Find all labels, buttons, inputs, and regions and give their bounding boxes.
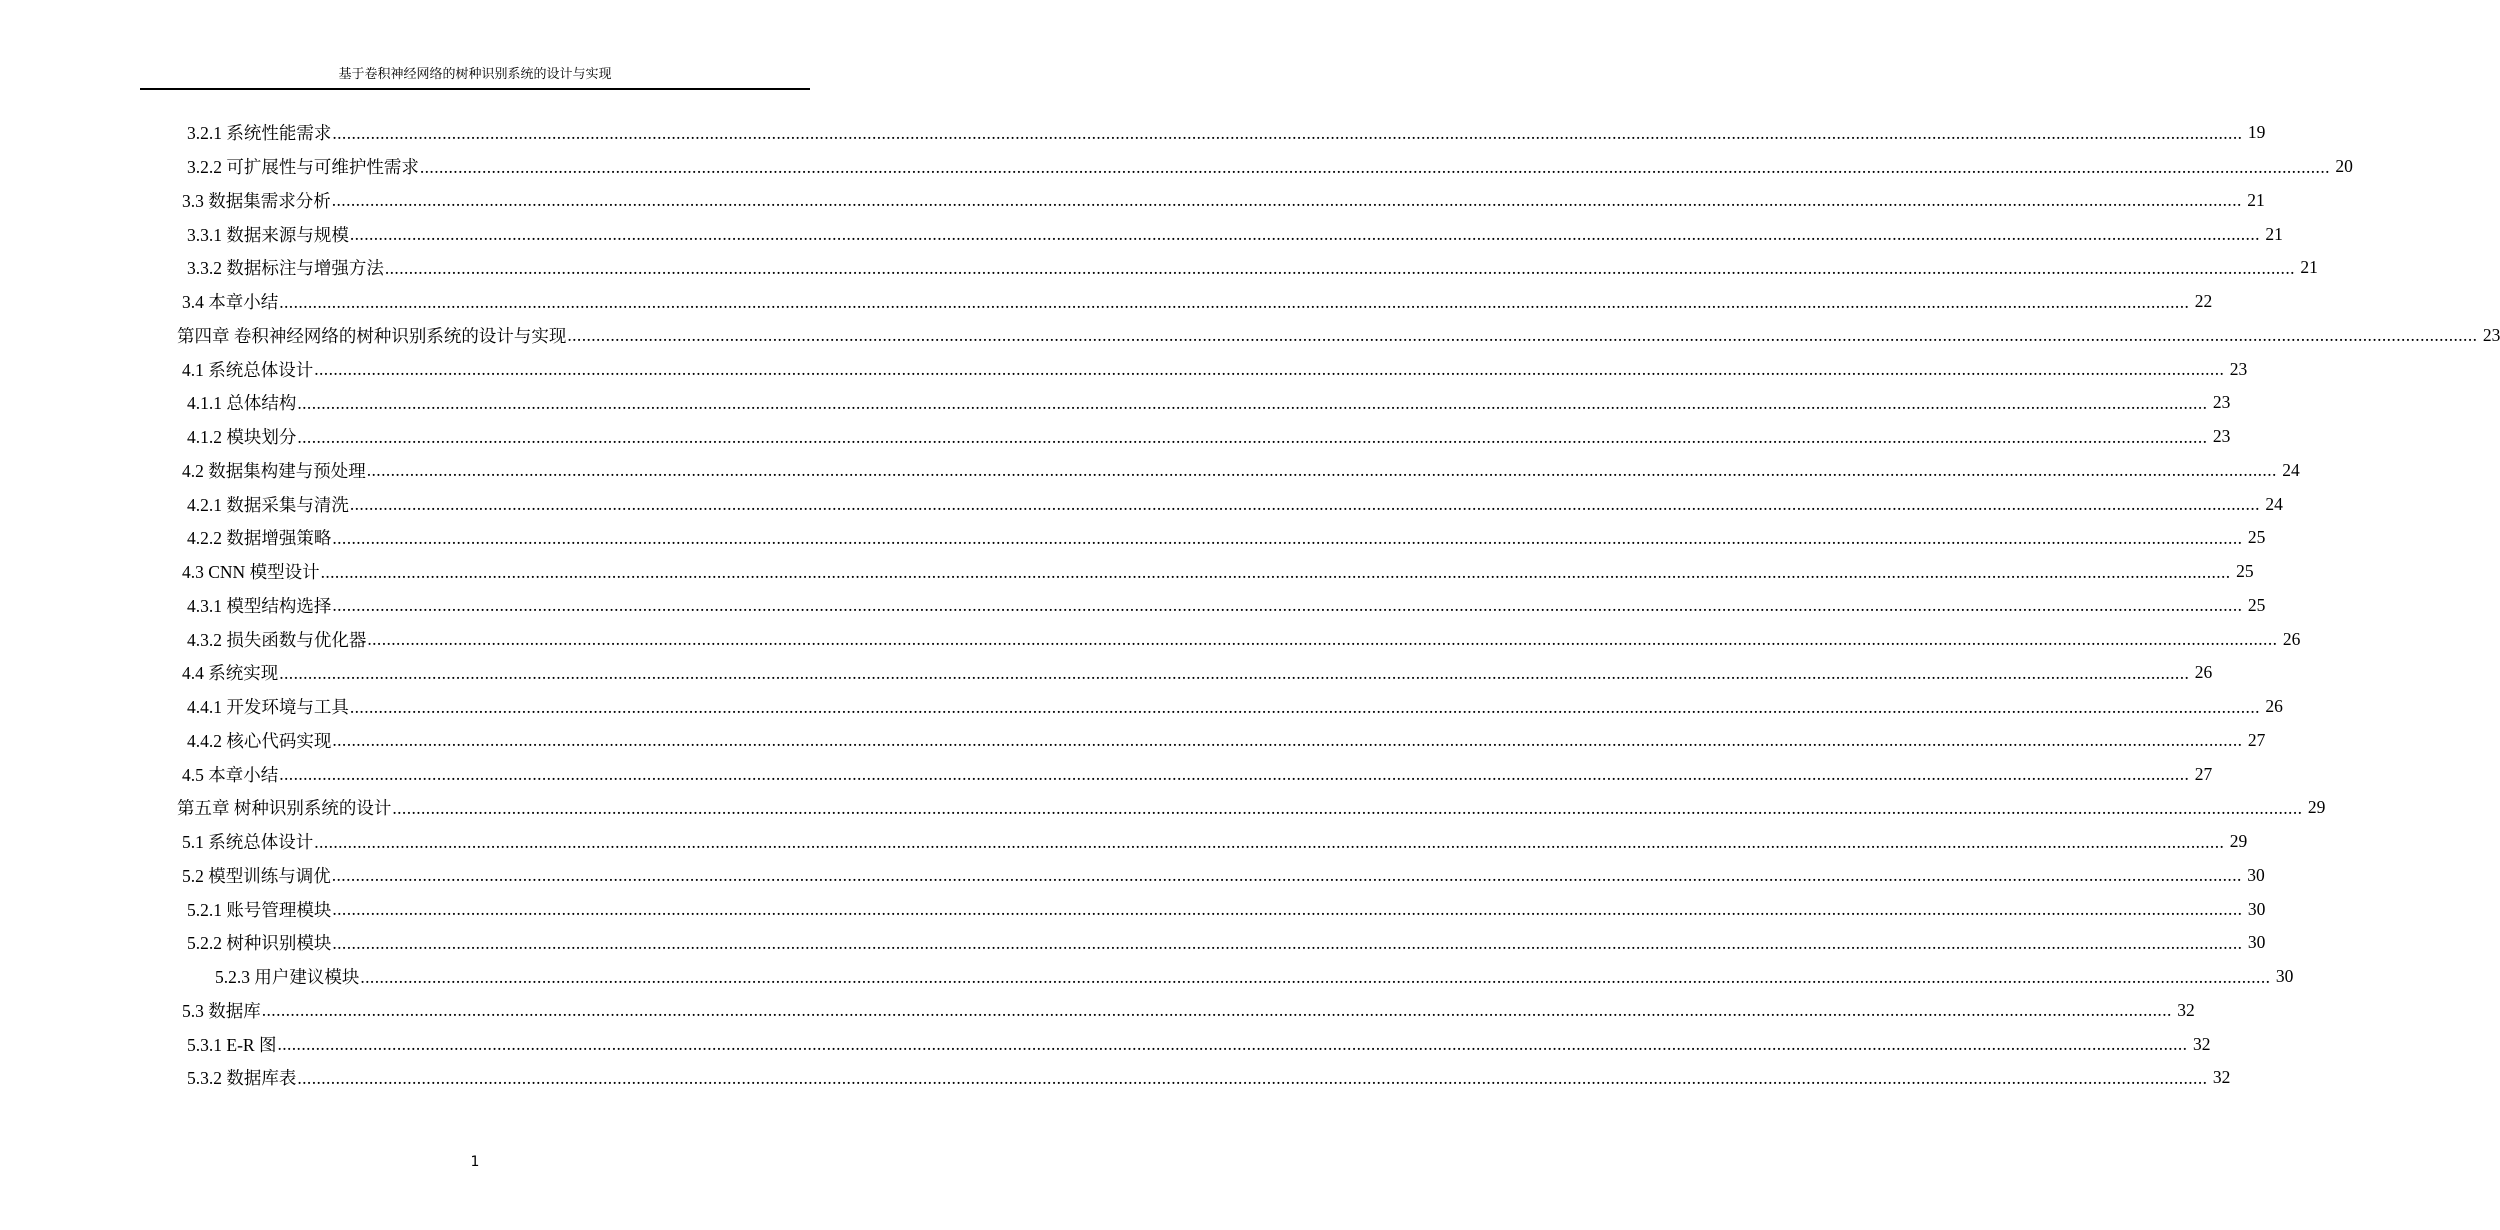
toc-entry-title: 5.3.1 E-R 图: [187, 1034, 277, 1055]
toc-entry[interactable]: [0, 386, 2231, 420]
toc-entry-page: 30: [2247, 898, 2266, 919]
toc-entry-page: 19: [2247, 122, 2266, 143]
toc-entry-page: 30: [2247, 932, 2266, 953]
toc-entry-page: 25: [2247, 527, 2266, 548]
toc-entry[interactable]: [0, 724, 2266, 758]
toc-entry-title: 第四章 卷积神经网络的树种识别系统的设计与实现: [177, 325, 567, 346]
toc-dot-leader: ................................................................................................................................................................................................................................................................................................................................................................................................................: [349, 696, 2260, 717]
toc-entry-title: 3.4 本章小结: [182, 292, 279, 313]
toc-dot-leader: ................................................................................................................................................................................................................................................................................................................................................................................................................: [332, 527, 2243, 548]
toc-dot-leader: ................................................................................................................................................................................................................................................................................................................................................................................................................: [314, 359, 2225, 380]
toc-entry-title: 3.3 数据集需求分析: [182, 190, 331, 211]
toc-entry-page: 27: [2194, 763, 2213, 784]
toc-dot-leader: ................................................................................................................................................................................................................................................................................................................................................................................................................: [297, 1067, 2208, 1088]
toc-entry-title: 4.4.2 核心代码实现: [187, 730, 332, 751]
toc-entry-page: 29: [2229, 831, 2248, 852]
toc-entry[interactable]: [0, 690, 2283, 724]
toc-entry-page: 23: [2212, 392, 2231, 413]
toc-entry-title: 5.3.2 数据库表: [187, 1068, 297, 1089]
toc-dot-leader: ................................................................................................................................................................................................................................................................................................................................................................................................................: [297, 392, 2208, 413]
page-number: 1: [470, 1154, 480, 1170]
toc-entry[interactable]: [0, 487, 2283, 521]
toc-entry-title: 5.3 数据库: [182, 1000, 261, 1021]
toc-entry[interactable]: [0, 825, 2248, 859]
toc-entry-title: 4.4 系统实现: [182, 663, 279, 684]
toc-entry[interactable]: [0, 352, 2248, 386]
toc-entry-page: 21: [2247, 189, 2265, 210]
toc-dot-leader: ................................................................................................................................................................................................................................................................................................................................................................................................................: [384, 257, 2295, 278]
toc-dot-leader: ................................................................................................................................................................................................................................................................................................................................................................................................................: [277, 1034, 2188, 1055]
toc-entry[interactable]: [0, 859, 2265, 893]
toc-entry-title: 5.2.2 树种识别模块: [187, 933, 332, 954]
toc-entry-title: 3.2.2 可扩展性与可维护性需求: [187, 157, 419, 178]
toc-dot-leader: ................................................................................................................................................................................................................................................................................................................................................................................................................: [332, 730, 2243, 751]
toc-entry-page: 22: [2194, 291, 2213, 312]
toc-entry[interactable]: [0, 757, 2213, 791]
toc-entry-title: 4.3.1 模型结构选择: [187, 595, 332, 616]
toc-entry-page: 20: [2335, 156, 2353, 177]
toc-entry-page: 21: [2300, 257, 2318, 278]
toc-entry-title: 4.1.2 模块划分: [187, 427, 297, 448]
toc-entry-page: 25: [2236, 561, 2254, 582]
toc-dot-leader: ................................................................................................................................................................................................................................................................................................................................................................................................................: [332, 595, 2243, 616]
toc-dot-leader: ................................................................................................................................................................................................................................................................................................................................................................................................................: [279, 291, 2190, 312]
toc-entry-title: 3.3.1 数据来源与规模: [187, 224, 349, 245]
toc-dot-leader: ................................................................................................................................................................................................................................................................................................................................................................................................................: [392, 797, 2303, 818]
toc-entry-title: 第五章 树种识别系统的设计: [177, 798, 392, 819]
toc-dot-leader: ................................................................................................................................................................................................................................................................................................................................................................................................................: [419, 156, 2330, 177]
toc-dot-leader: ................................................................................................................................................................................................................................................................................................................................................................................................................: [567, 325, 2478, 346]
toc-entry[interactable]: [0, 217, 2283, 251]
toc-entry-title: 5.2.3 用户建议模块: [215, 967, 360, 988]
toc-entry-title: 4.4.1 开发环境与工具: [187, 697, 349, 718]
toc-dot-leader: ................................................................................................................................................................................................................................................................................................................................................................................................................: [332, 932, 2243, 953]
toc-entry-page: 23: [2482, 324, 2500, 345]
toc-entry[interactable]: [0, 892, 2266, 926]
toc-dot-leader: ................................................................................................................................................................................................................................................................................................................................................................................................................: [332, 899, 2243, 920]
toc-entry-page: 26: [2282, 628, 2301, 649]
toc-dot-leader: ................................................................................................................................................................................................................................................................................................................................................................................................................: [314, 831, 2225, 852]
toc-entry[interactable]: [0, 994, 2195, 1028]
toc-entry[interactable]: [0, 656, 2213, 690]
toc-entry-title: 3.2.1 系统性能需求: [187, 123, 332, 144]
toc-entry-title: 4.1.1 总体结构: [187, 393, 297, 414]
toc-entry-title: 3.3.2 数据标注与增强方法: [187, 258, 384, 279]
toc-dot-leader: ................................................................................................................................................................................................................................................................................................................................................................................................................: [349, 494, 2260, 515]
toc-dot-leader: ................................................................................................................................................................................................................................................................................................................................................................................................................: [360, 966, 2271, 987]
toc-entry[interactable]: [0, 150, 2353, 184]
header-rule: [140, 88, 810, 90]
toc-dot-leader: ................................................................................................................................................................................................................................................................................................................................................................................................................: [331, 865, 2242, 886]
toc-entry[interactable]: [0, 285, 2213, 319]
toc-entry[interactable]: [0, 521, 2266, 555]
toc-entry[interactable]: [0, 791, 2326, 825]
toc-entry[interactable]: [0, 116, 2266, 150]
toc-entry[interactable]: [0, 589, 2266, 623]
toc-entry-page: 32: [2212, 1067, 2231, 1088]
toc-dot-leader: ................................................................................................................................................................................................................................................................................................................................................................................................................: [332, 122, 2243, 143]
table-of-contents: [0, 116, 2500, 1095]
toc-entry-title: 5.2 模型训练与调优: [182, 865, 331, 886]
toc-entry-title: 4.2.1 数据采集与清洗: [187, 494, 349, 515]
toc-entry-title: 5.2.1 账号管理模块: [187, 899, 332, 920]
toc-entry-title: 4.5 本章小结: [182, 764, 279, 785]
toc-dot-leader: ................................................................................................................................................................................................................................................................................................................................................................................................................: [297, 426, 2208, 447]
toc-dot-leader: ................................................................................................................................................................................................................................................................................................................................................................................................................: [331, 190, 2242, 211]
toc-entry-page: 25: [2247, 594, 2266, 615]
toc-entry[interactable]: [0, 251, 2318, 285]
toc-entry-page: 32: [2177, 999, 2195, 1020]
running-header: 基于卷积神经网络的树种识别系统的设计与实现: [338, 67, 612, 82]
toc-entry-page: 23: [2229, 358, 2248, 379]
toc-entry[interactable]: [0, 319, 2500, 353]
toc-entry-title: 4.3.2 损失函数与优化器: [187, 629, 367, 650]
toc-entry[interactable]: [0, 926, 2266, 960]
toc-entry-page: 30: [2247, 864, 2265, 885]
toc-entry-title: 4.2 数据集构建与预处理: [182, 460, 366, 481]
toc-entry-page: 21: [2265, 223, 2283, 244]
toc-entry-page: 24: [2282, 459, 2300, 480]
toc-entry-page: 26: [2265, 696, 2283, 717]
toc-dot-leader: ................................................................................................................................................................................................................................................................................................................................................................................................................: [279, 662, 2190, 683]
toc-entry-title: 5.1 系统总体设计: [182, 832, 314, 853]
toc-entry[interactable]: [0, 1027, 2211, 1061]
toc-entry-title: 4.3 CNN 模型设计: [182, 562, 320, 583]
toc-entry-page: 24: [2265, 493, 2283, 514]
toc-entry-title: 4.2.2 数据增强策略: [187, 528, 332, 549]
toc-entry-page: 29: [2307, 797, 2326, 818]
toc-dot-leader: ................................................................................................................................................................................................................................................................................................................................................................................................................: [279, 764, 2190, 785]
toc-entry-page: 26: [2194, 662, 2213, 683]
toc-dot-leader: ................................................................................................................................................................................................................................................................................................................................................................................................................: [320, 561, 2231, 582]
toc-dot-leader: ................................................................................................................................................................................................................................................................................................................................................................................................................: [261, 1000, 2172, 1021]
toc-dot-leader: ................................................................................................................................................................................................................................................................................................................................................................................................................: [366, 460, 2277, 481]
toc-entry[interactable]: [0, 420, 2231, 454]
toc-entry[interactable]: [0, 555, 2254, 589]
toc-entry-page: 30: [2275, 966, 2294, 987]
toc-entry[interactable]: [0, 622, 2301, 656]
toc-entry-page: 32: [2192, 1033, 2211, 1054]
toc-entry-page: 27: [2247, 729, 2266, 750]
toc-entry-title: 4.1 系统总体设计: [182, 359, 314, 380]
toc-entry[interactable]: [0, 454, 2300, 488]
toc-entry[interactable]: [0, 960, 2294, 994]
toc-entry[interactable]: [0, 184, 2265, 218]
toc-dot-leader: ................................................................................................................................................................................................................................................................................................................................................................................................................: [367, 629, 2278, 650]
toc-entry-page: 23: [2212, 426, 2231, 447]
toc-entry[interactable]: [0, 1061, 2231, 1095]
toc-dot-leader: ................................................................................................................................................................................................................................................................................................................................................................................................................: [349, 224, 2260, 245]
